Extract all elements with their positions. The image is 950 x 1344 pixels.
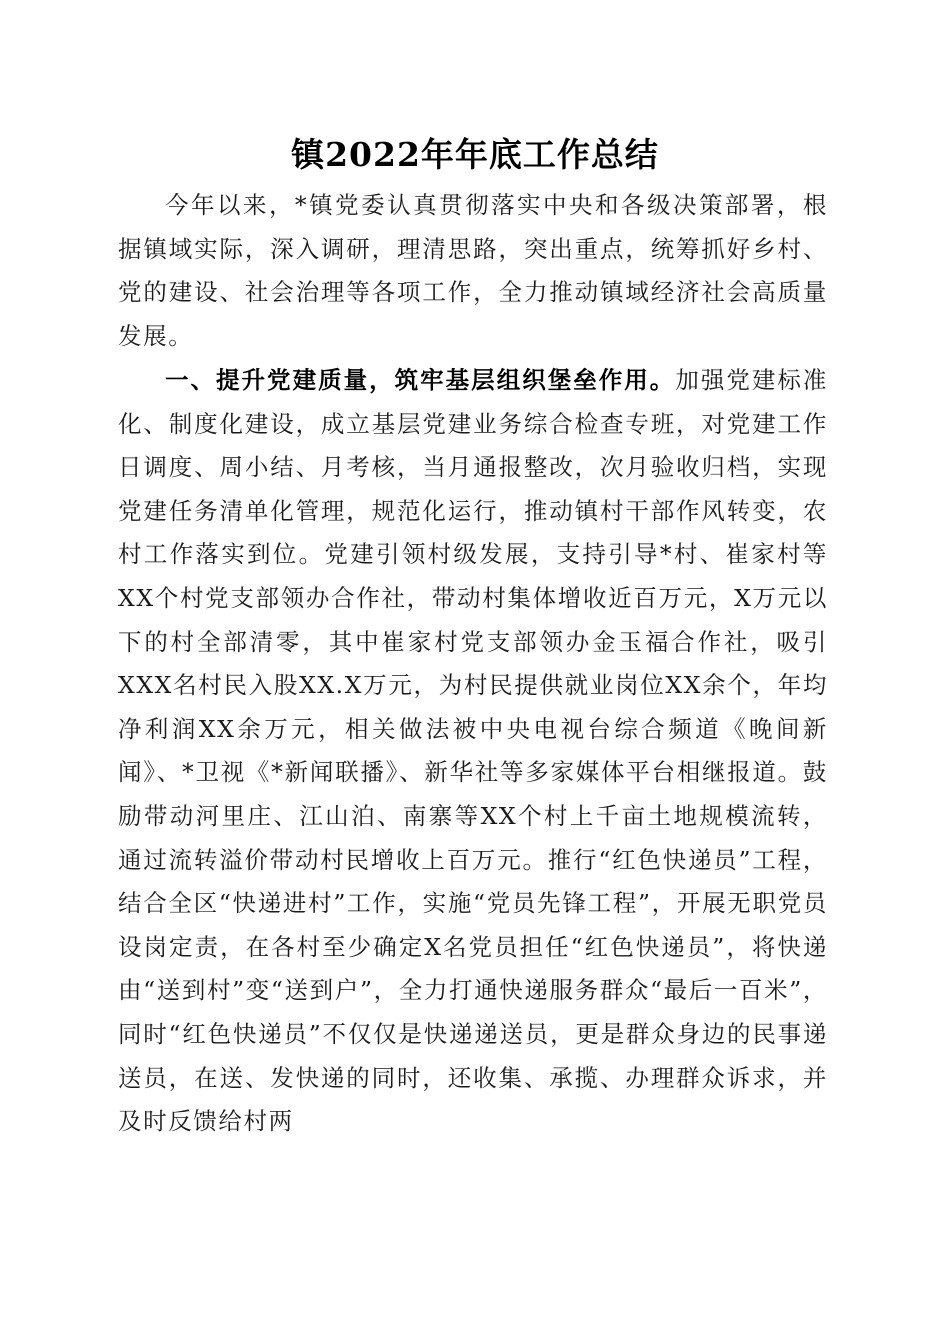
intro-paragraph [118,184,828,358]
section-1-text: 加强党建标准化、制度化建设，成立基层党建业务综合检查专班，对党建工作日调度、周小结、月考核，当月通报整改，次月验收归档，实现党建任务清单化管理，规范化运行，推动镇村干部作风转变，农村工作落实到位。党建引领村级发展，支持引导*村、崔家村等XX个村党支部领办合作社，带动村集体增收近百万元，X万元以下的村全部清零，其中崔家村党支部领办金玉福合作社，吸引XXX名村民入股XX.X万元，为村民提供就业岗位XX余个，年均净利润XX余万元，相关做法被中央电视台综合频道《晚间新闻》、*卫视《*新闻联播》、新华社等多家媒体平台相继报道。鼓励带动河里庄、江山泊、南寨等XX个村上千亩土地规模流转，通过流转溢价带动村民增收上百万元。推行“红色快递员”工程，结合全区“快递进村”工作，实施“党员先锋工程”，开展无职党员设岗定责，在各村至少确定X名党员担任“红色快递员”，将快递由“送到村”变“送到户”，全力打通快递服务群众“最后一百米”，同时“红色快递员”不仅仅是快递递送员，更是群众身边的民事递送员，在送、发快递的同时，还收集、承揽、办理群众诉求，并及时反馈给村两 [118,366,828,1136]
section-1-heading: 一、提升党建质量，筑牢基层组织堡垒作用。 [165,366,676,394]
document-title: 镇2022年年底工作总结 [291,135,659,174]
section-1-paragraph [118,359,828,1144]
intro-paragraph-text: 今年以来，*镇党委认真贯彻落实中央和各级决策部署，根据镇域实际，深入调研，理清思路，突出重点，统筹抓好乡村、党的建设、社会治理等各项工作，全力推动镇域经济社会高质量发展。 [118,191,828,350]
